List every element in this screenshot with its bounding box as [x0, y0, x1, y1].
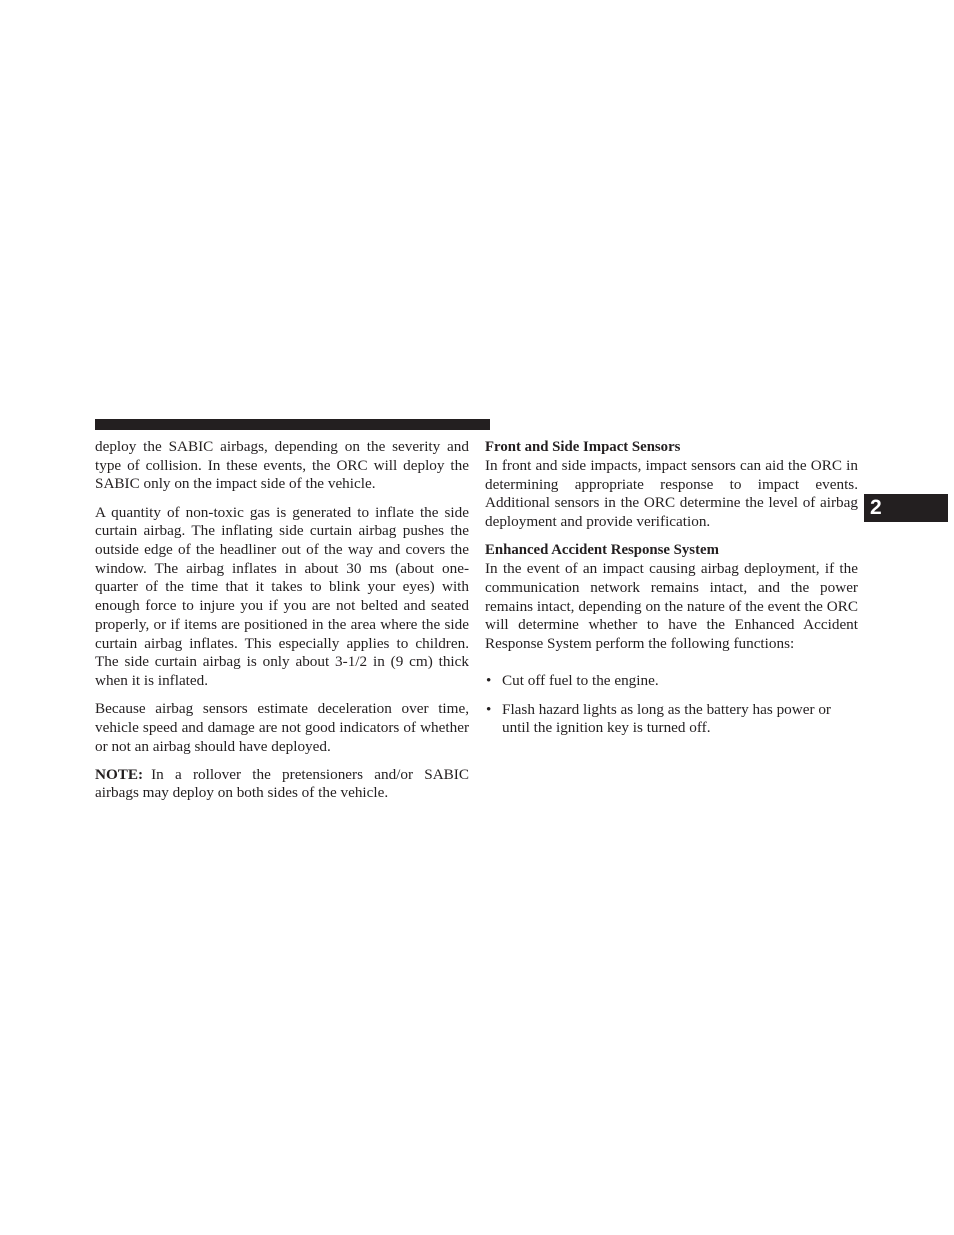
note-label: NOTE: — [95, 765, 144, 783]
note-paragraph — [95, 766, 469, 803]
section-top-rule — [95, 419, 490, 430]
heading-enhanced-accident-response: Enhanced Accident Response System — [485, 542, 719, 559]
note-text: In a rollover the pretensioners and/or SABIC airbags may deploy on both sides of the vehicle. — [95, 765, 469, 802]
list-item — [485, 672, 858, 691]
bullet-icon: • — [486, 700, 492, 718]
bullet-text: Cut off fuel to the engine. — [502, 672, 659, 690]
chapter-tab: 2 — [864, 494, 948, 522]
paragraph-accident-response: In the event of an impact causing airbag deployment, if the communication network remains intact, and the power remains intact, depending on the nature of the event the ORC will determine whether to have the Enhanced Accident Response System perform the following functions: — [485, 560, 858, 653]
paragraph-sabic-deploy: deploy the SABIC airbags, depending on the severity and type of collision. In these events, the ORC will deploy the SABIC only on the impact side of the vehicle. — [95, 438, 469, 493]
paragraph-airbag-sensors: Because airbag sensors estimate deceleration over time, vehicle speed and damage are not good indicators of whether or not an airbag should have deployed. — [95, 700, 469, 755]
heading-front-side-impact-sensors: Front and Side Impact Sensors — [485, 439, 681, 455]
bullet-icon: • — [486, 672, 492, 690]
paragraph-impact-sensors: In front and side impacts, impact sensors can aid the ORC in determining appropriate response to impact events. Additional sensors in the ORC determine the level of airbag deployment and provide verification. — [485, 457, 858, 531]
paragraph-side-curtain-airbag: A quantity of non-toxic gas is generated to inflate the side curtain airbag. The inflating side curtain airbag pushes the outside edge of the headliner out of the way and covers the window. The airbag inflates in about 30 ms (about one-quarter of the time that it takes to blink your eyes) with enough force to injure you if you are not belted and seated properly, or if items are positioned in the area where the side curtain airbag inflates. This especially applies to children. The side curtain airbag is only about 3-1/2 in (9 cm) thick when it is inflated. — [95, 503, 469, 689]
left-column — [95, 438, 469, 813]
right-column — [485, 438, 858, 747]
bullet-text: Flash hazard lights as long as the battery has power or until the ignition key is turned off. — [502, 700, 831, 737]
list-item — [485, 701, 858, 738]
function-bullet-list — [485, 672, 858, 738]
